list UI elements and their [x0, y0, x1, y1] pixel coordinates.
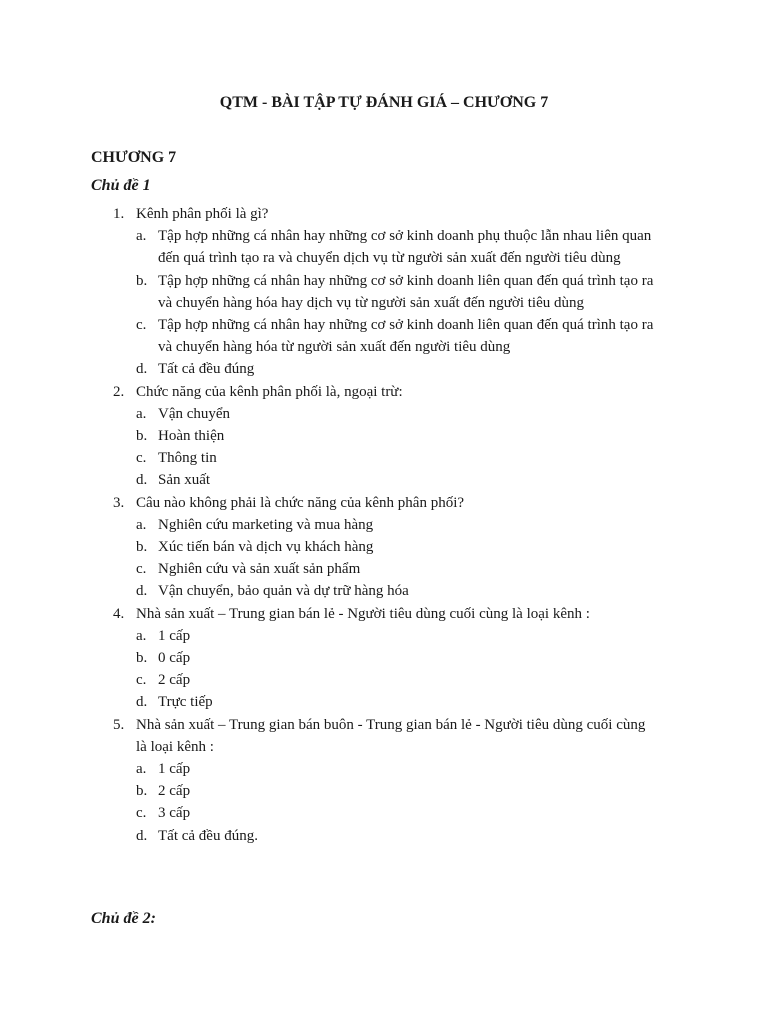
answer-option — [136, 225, 656, 269]
answer-text: 2 cấp — [158, 672, 191, 689]
answer-text: 3 cấp — [158, 805, 191, 822]
question-number: 4. — [113, 605, 125, 622]
question-item — [0, 603, 656, 714]
question-list — [0, 203, 768, 847]
answer-text: Thông tin — [158, 450, 217, 467]
answer-letter: c. — [136, 805, 147, 822]
answer-text: Trực tiếp — [158, 694, 213, 711]
answer-option — [136, 758, 656, 780]
answer-option — [136, 625, 656, 647]
chapter-heading: CHƯƠNG 7 — [91, 149, 177, 166]
question-text: Nhà sản xuất – Trung gian bán lẻ - Người tiêu dùng cuối cùng là loại kênh : — [136, 605, 590, 622]
answer-text: 0 cấp — [158, 650, 191, 667]
answer-letter: b. — [136, 428, 148, 445]
answer-letter: c. — [136, 317, 147, 334]
question-text: Chức năng của kênh phân phối là, ngoại trừ: — [136, 383, 403, 400]
answer-text: Tập hợp những cá nhân hay những cơ sở kinh doanh liên quan đến quá trình tạo ra và chuyển hàng hóa hay dịch vụ từ người sản xuất đến người tiêu dùng — [158, 272, 654, 311]
answer-letter: b. — [136, 272, 148, 289]
topic-heading-2: Chủ đề 2: — [91, 910, 156, 927]
answer-option — [136, 825, 656, 847]
answer-option — [136, 669, 656, 691]
answer-text: Tập hợp những cá nhân hay những cơ sở kinh doanh phụ thuộc lẫn nhau liên quan đến quá trình tạo ra và chuyển dịch vụ từ người sản xuất đến người tiêu dùng — [158, 228, 652, 267]
question-number: 2. — [113, 383, 125, 400]
answer-text: Tất cả đều đúng. — [158, 827, 258, 844]
answer-option — [136, 691, 656, 713]
answer-letter: b. — [136, 650, 148, 667]
answer-option — [136, 358, 656, 380]
answer-option — [136, 536, 656, 558]
answer-letter: c. — [136, 672, 147, 689]
answer-text: Vận chuyển, bảo quản và dự trữ hàng hóa — [158, 583, 409, 600]
question-number: 3. — [113, 494, 125, 511]
answer-option — [136, 314, 656, 358]
answer-letter: d. — [136, 472, 148, 489]
question-text: Kênh phân phối là gì? — [136, 206, 269, 222]
answer-letter: d. — [136, 583, 148, 600]
answer-text: 1 cấp — [158, 627, 191, 644]
question-item — [0, 203, 656, 381]
answer-option — [136, 469, 656, 491]
answer-list — [136, 758, 656, 847]
answer-option — [136, 580, 656, 602]
question-item — [0, 492, 656, 603]
answer-list — [136, 625, 656, 714]
answer-text: Tất cả đều đúng — [158, 361, 255, 378]
answer-text: Nghiên cứu và sản xuất sản phẩm — [158, 561, 361, 578]
answer-letter: a. — [136, 228, 147, 245]
answer-option — [136, 425, 656, 447]
question-item — [0, 714, 656, 847]
answer-text: Vận chuyển — [158, 405, 231, 422]
answer-text: Xúc tiến bán và dịch vụ khách hàng — [158, 539, 374, 556]
answer-option — [136, 647, 656, 669]
answer-option — [136, 802, 656, 824]
answer-letter: a. — [136, 761, 147, 778]
topic-heading-1: Chủ đề 1 — [91, 177, 151, 194]
answer-letter: b. — [136, 783, 148, 800]
answer-option — [136, 780, 656, 802]
answer-list — [136, 514, 656, 603]
answer-letter: c. — [136, 450, 147, 467]
answer-letter: d. — [136, 827, 148, 844]
answer-letter: a. — [136, 405, 147, 422]
answer-option — [136, 514, 656, 536]
question-number: 5. — [113, 716, 125, 733]
answer-text: Nghiên cứu marketing và mua hàng — [158, 516, 374, 533]
question-text: Câu nào không phải là chức năng của kênh phân phối? — [136, 494, 465, 511]
answer-letter: d. — [136, 694, 148, 711]
answer-option — [136, 447, 656, 469]
answer-text: Sản xuất — [158, 472, 211, 489]
answer-option — [136, 270, 656, 314]
answer-letter: b. — [136, 539, 148, 556]
answer-text: 1 cấp — [158, 761, 191, 778]
answer-letter: d. — [136, 361, 148, 378]
answer-letter: c. — [136, 561, 147, 578]
answer-letter: a. — [136, 627, 147, 644]
answer-list — [136, 403, 656, 492]
answer-letter: a. — [136, 516, 147, 533]
question-number: 1. — [113, 206, 125, 222]
question-text: Nhà sản xuất – Trung gian bán buôn - Trung gian bán lẻ - Người tiêu dùng cuối cùng là loại kênh : — [136, 716, 646, 755]
page-title: QTM - BÀI TẬP TỰ ĐÁNH GIÁ – CHƯƠNG 7 — [219, 94, 549, 111]
answer-option — [136, 558, 656, 580]
answer-option — [136, 403, 656, 425]
question-item — [0, 381, 656, 492]
answer-text: Tập hợp những cá nhân hay những cơ sở kinh doanh liên quan đến quá trình tạo ra và chuyển hàng hóa từ người sản xuất đến người tiêu dùng — [158, 317, 654, 356]
answer-text: 2 cấp — [158, 783, 191, 800]
answer-text: Hoàn thiện — [158, 428, 225, 445]
answer-list — [136, 225, 656, 380]
